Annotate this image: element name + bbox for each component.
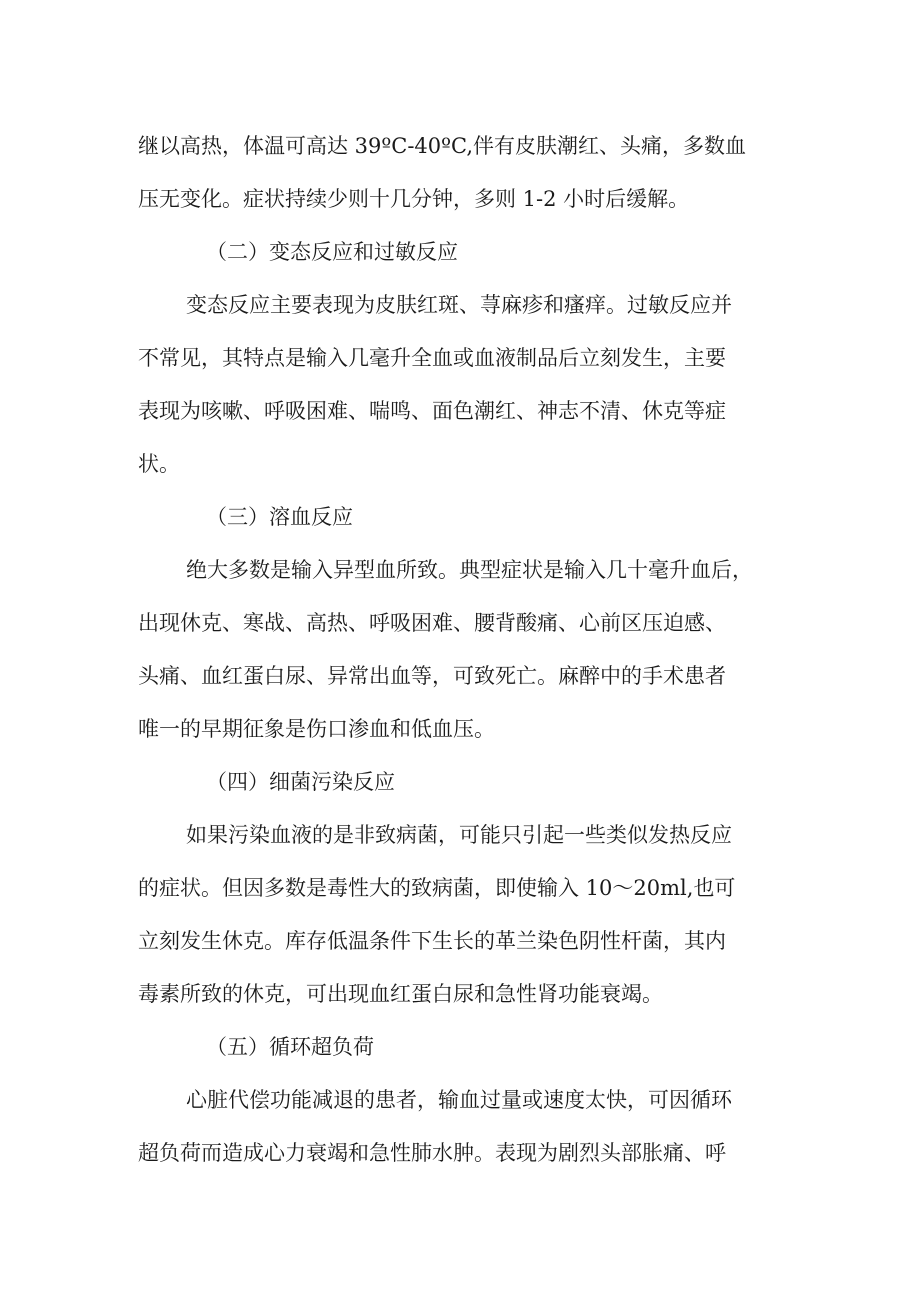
paragraph-circulatory-overload [138, 1074, 798, 1180]
text-line: 不常见，其特点是输入几毫升全血或血液制品后立刻发生，主要 [138, 346, 726, 370]
paragraph-fever-continuation [138, 120, 798, 226]
section-heading-bacterial-contamination [138, 756, 798, 809]
text-line: 的症状。但因多数是毒性大的致病菌，即使输入 10～20ml,也可 [138, 876, 736, 900]
text-line: 状。 [138, 452, 180, 476]
paragraph-allergic-reaction [138, 279, 798, 491]
section-heading-circulatory-overload [138, 1021, 798, 1074]
text-line: 心脏代偿功能减退的患者，输血过量或速度太快，可因循环 [186, 1088, 732, 1112]
text-line: 毒素所致的休克，可出现血红蛋白尿和急性肾功能衰竭。 [138, 982, 663, 1006]
heading-text: （三）溶血反应 [206, 505, 353, 529]
section-heading-allergic-reaction [138, 226, 798, 279]
text-line: 如果污染血液的是非致病菌，可能只引起一些类似发热反应 [186, 823, 732, 847]
text-line: 压无变化。症状持续少则十几分钟，多则 1-2 小时后缓解。 [138, 187, 690, 211]
text-line: 绝大多数是输入异型血所致。典型症状是输入几十毫升血后， [186, 558, 753, 582]
heading-text: （四）细菌污染反应 [206, 770, 395, 794]
text-line: 唯一的早期征象是伤口渗血和低血压。 [138, 717, 495, 741]
text-line: 继以高热，体温可高达 39ºC-40ºC,伴有皮肤潮红、头痛，多数血 [138, 134, 747, 158]
document-body [138, 120, 798, 1180]
text-line: 立刻发生休克。库存低温条件下生长的革兰染色阴性杆菌，其内 [138, 929, 726, 953]
paragraph-hemolytic-reaction [138, 544, 798, 756]
text-line: 超负荷而造成心力衰竭和急性肺水肿。表现为剧烈头部胀痛、呼 [138, 1141, 726, 1165]
text-line: 头痛、血红蛋白尿、异常出血等，可致死亡。麻醉中的手术患者 [138, 664, 726, 688]
heading-text: （二）变态反应和过敏反应 [206, 240, 458, 264]
section-heading-hemolytic-reaction [138, 491, 798, 544]
heading-text: （五）循环超负荷 [206, 1035, 374, 1059]
text-line: 变态反应主要表现为皮肤红斑、荨麻疹和瘙痒。过敏反应并 [186, 293, 732, 317]
text-line: 出现休克、寒战、高热、呼吸困难、腰背酸痛、心前区压迫感、 [138, 611, 726, 635]
paragraph-bacterial-contamination [138, 809, 798, 1021]
text-line: 表现为咳嗽、呼吸困难、喘鸣、面色潮红、神志不清、休克等症 [138, 399, 726, 423]
